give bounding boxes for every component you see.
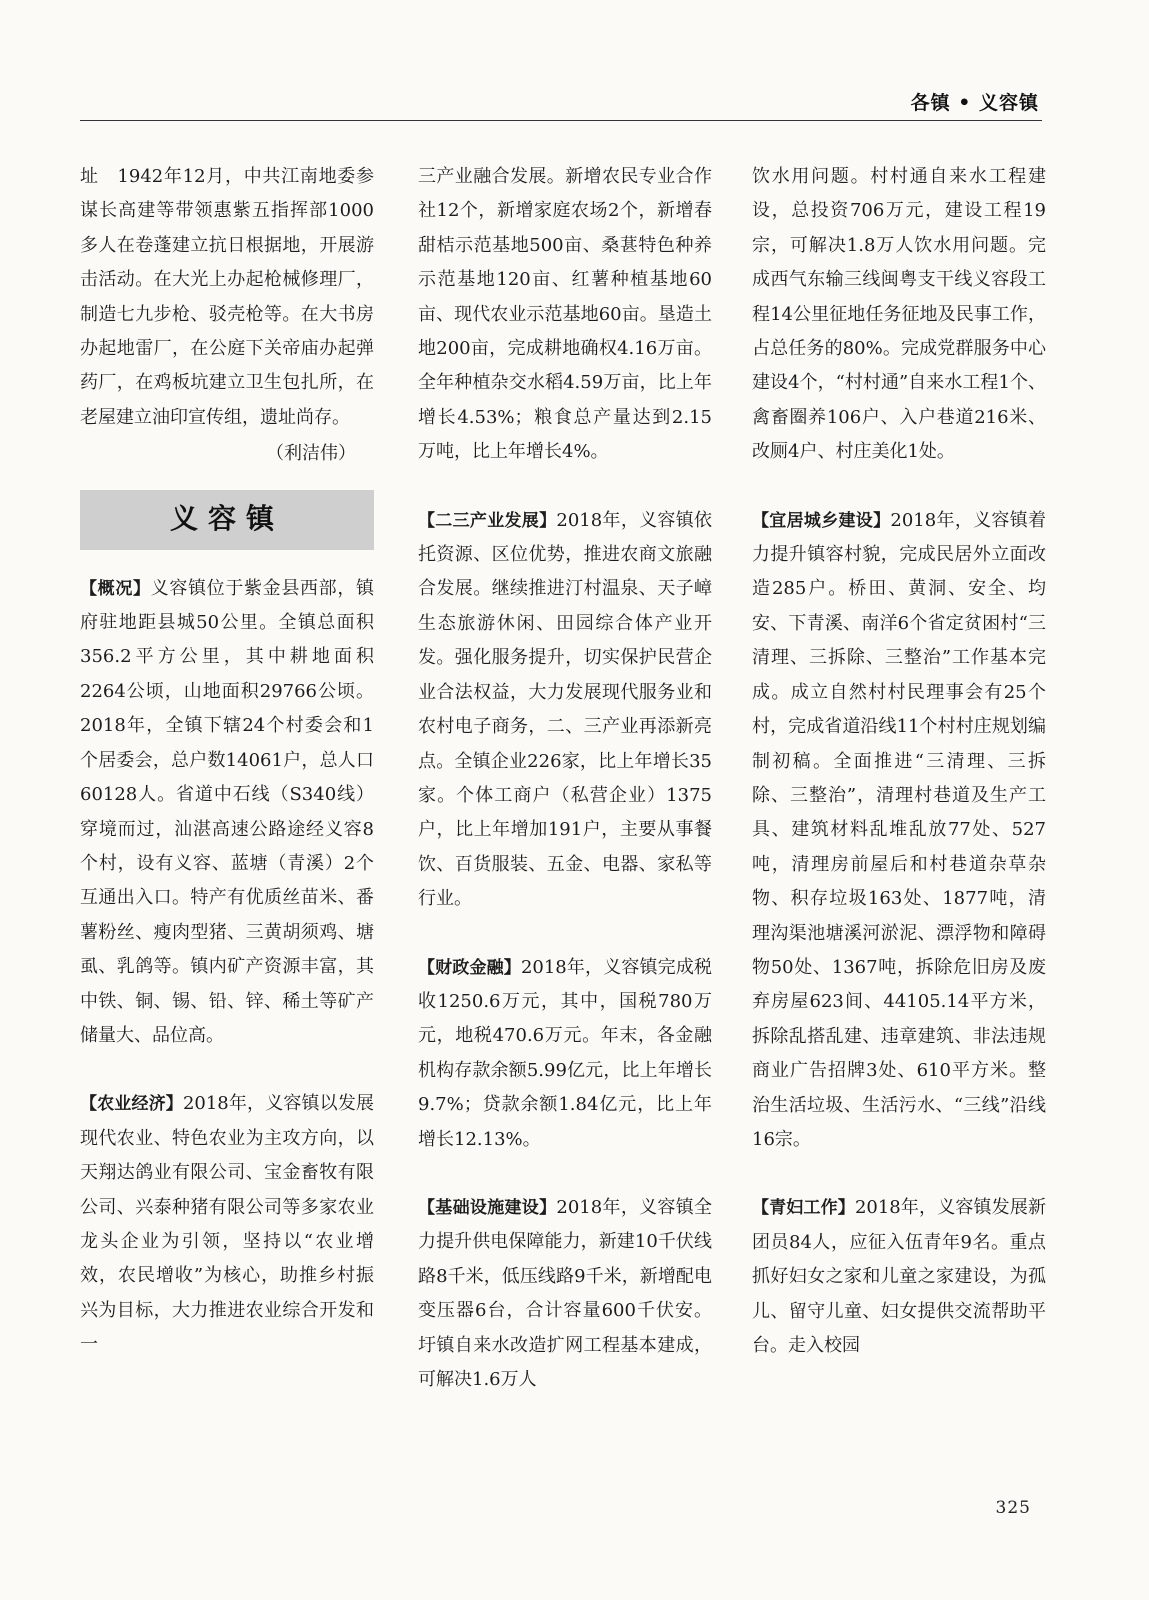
finance-text: 2018年，义容镇完成税收1250.6万元，其中，国税780万元，地税470.6万元。年末，各金融机构存款余额5.99亿元，比上年增长9.7%；贷款余额1.84亿元，比上年增长12.13%。 bbox=[418, 956, 712, 1150]
running-header: 各镇 • 义容镇 bbox=[910, 92, 1039, 114]
urban-rural-paragraph bbox=[752, 504, 1046, 1158]
overview-text: 义容镇位于紫金县西部，镇府驻地距县城50公里。全镇总面积356.2平方公里，其中耕地面积2264公顷，山地面积29766公顷。2018年，全镇下辖24个村委会和1个居委会，总户数14061户，总人口60128人。省道中石线（S340线）穿境而过，汕湛高速公路途经义容8个村，设有义容、蓝塘（青溪）2个互通出入口。特产有优质丝苗米、番薯粉丝、瘦肉型猪、三黄胡须鸡、塘虱、乳鸽等。镇内矿产资源丰富，其中铁、铜、锡、铅、锌、稀土等矿产储量大、品位高。 bbox=[80, 577, 375, 1046]
urban-rural-tag: 【宜居城乡建设】 bbox=[752, 510, 891, 531]
industry-text: 2018年，义容镇依托资源、区位优势，推进农商文旅融合发展。继续推进汀村温泉、天子嶂生态旅游休闲、田园综合体产业开发。强化服务提升，切实保护民营企业合法权益，大力发展现代服务业和农村电子商务，二、三产业再添新亮点。全镇企业226家，比上年增长35家。个体工商户（私营企业）1375户，比上年增加191户，主要从事餐饮、百货服装、五金、电器、家私等行业。 bbox=[418, 509, 713, 910]
infrastructure-continued: 饮水用问题。村村通自来水工程建设，总投资706万元，建设工程19宗，可解决1.8万人饮水用问题。完成西气东输三线闽粤支干线义容段工程14公里征地任务征地及民事工作，占总任务的80%。完成党群服务中心建设4个，“村村通”自来水工程1个、禽畜圈养106户、入户巷道216米、改厕4户、村庄美化1处。 bbox=[752, 166, 1046, 463]
page-number: 325 bbox=[995, 1498, 1031, 1518]
infrastructure-paragraph bbox=[418, 1191, 712, 1397]
youth-women-text: 2018年，义容镇发展新团员84人，应征入伍青年9名。重点抓好妇女之家和儿童之家建设，为孤儿、留守儿童、妇女提供交流帮助平台。走入校园 bbox=[752, 1197, 1046, 1356]
column-1 bbox=[80, 160, 374, 1363]
industry-tag: 【二三产业发展】 bbox=[418, 510, 557, 531]
column-2 bbox=[418, 160, 712, 1397]
youth-women-paragraph bbox=[752, 1191, 1046, 1363]
agriculture-tag: 【农业经济】 bbox=[80, 1094, 183, 1115]
industry-paragraph bbox=[418, 504, 712, 917]
intro-paragraph: 址 1942年12月，中共江南地委参谋长高建等带领惠紫五指挥部1000多人在卷蓬建立抗日根据地，开展游击活动。在大光上办起枪械修理厂，制造七九步枪、驳壳枪等。在大书房办起地雷厂，在公庭下关帝庙办起弹药厂，在鸡板坑建立卫生包扎所，在老屋建立油印宣传组，遗址尚存。 bbox=[80, 166, 374, 428]
overview-tag: 【概况】 bbox=[80, 578, 151, 599]
infrastructure-text: 2018年，义容镇全力提升供电保障能力，新建10千伏线路8千米，低压线路9千米，新增配电变压器6台，合计容量600千伏安。圩镇自来水改造扩网工程基本建成，可解决1.6万人 bbox=[418, 1196, 713, 1390]
infrastructure-tag: 【基础设施建设】 bbox=[418, 1197, 557, 1218]
overview-paragraph bbox=[80, 572, 374, 1054]
author-credit: （利洁伟） bbox=[266, 443, 356, 465]
section-banner bbox=[80, 490, 374, 550]
agriculture-continued: 三产业融合发展。新增农民专业合作社12个，新增家庭农场2个，新增春甜桔示范基地500亩、桑葚特色种养示范基地120亩、红薯种植基地60亩、现代农业示范基地60亩。垦造土地200亩，完成耕地确权4.16万亩。全年种植杂交水稻4.59万亩，比上年增长4.53%；粮食总产量达到2.15万吨，比上年增长4%。 bbox=[418, 166, 712, 463]
urban-rural-text: 2018年，义容镇着力提升镇容村貌，完成民居外立面改造285户。桥田、黄洞、安全、均安、下青溪、南洋6个省定贫困村“三清理、三拆除、三整治”工作基本完成。成立自然村村民理事会有25个村，完成省道沿线11个村村庄规划编制初稿。全面推进“三清理、三拆除、三整治”，清理村巷道及生产工具、建筑材料乱堆乱放77处、527吨，清理房前屋后和村巷道杂草杂物、积存垃圾163处、1877吨，清理沟渠池塘溪河淤泥、漂浮物和障碍物50处、1367吨，拆除危旧房及废弃房屋623间、44105.14平方米，拆除乱搭乱建、违章建筑、非法违规商业广告招牌3处、610平方米。整治生活垃圾、生活污水、“三线”沿线16宗。 bbox=[752, 509, 1047, 1150]
section-title: 义容镇 bbox=[169, 502, 284, 536]
column-3 bbox=[752, 160, 1046, 1363]
agriculture-text: 2018年，义容镇以发展现代农业、特色农业为主攻方向，以天翔达鸽业有限公司、宝金畜牧有限公司、兴泰种猪有限公司等多家农业龙头企业为引领，坚持以“农业增效，农民增收”为核心，助推乡村振兴为目标，大力推进农业综合开发和一 bbox=[80, 1093, 374, 1356]
youth-women-tag: 【青妇工作】 bbox=[752, 1198, 855, 1219]
finance-paragraph bbox=[418, 951, 712, 1157]
finance-tag: 【财政金融】 bbox=[418, 957, 521, 978]
header-rule bbox=[80, 120, 1042, 121]
agriculture-paragraph bbox=[80, 1087, 374, 1362]
